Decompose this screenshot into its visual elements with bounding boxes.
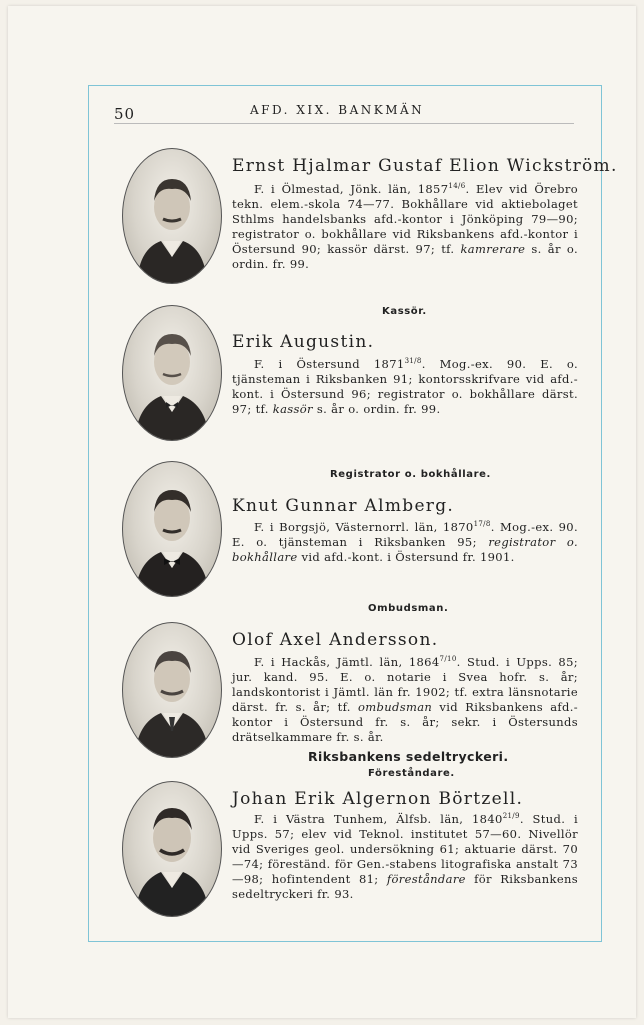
portrait-photo (122, 622, 222, 758)
role-heading: Registrator o. bokhållare. (330, 469, 491, 480)
person-name: Johan Erik Algernon Börtzell. (232, 789, 524, 809)
portrait-photo (122, 305, 222, 441)
person-name: Knut Gunnar Almberg. (232, 496, 455, 516)
page-header (114, 103, 574, 124)
portrait-icon (123, 306, 221, 440)
person-name: Ernst Hjalmar Gustaf Elion Wickström. (232, 156, 618, 176)
person-bio: F. i Ölmestad, Jönk. län, $1857^{14/6}$. Elev vid Örebro tekn. elem.-skola 74—77. Bokhållare vid aktiebolaget Sthlms handelsbanks afd.-kontor i Jönköping 79—90; registrator o. bokhållare vid Riksbankens afd.-kontor i Östersund 90; kassör därst. 97; tf. kamrerare s. år o. ordin. fr. 99. (232, 181, 578, 271)
section-title: Riksbankens sedeltryckeri. (308, 749, 509, 764)
page-number: 50 (114, 105, 136, 123)
portrait-icon (123, 782, 221, 916)
person-bio: F. i Hackås, Jämtl. län, $1864^{7/10}$. Stud. i Upps. 85; jur. kand. 95. E. o. notarie i Svea hofr. s. år; landskontorist i Jämtl. län fr. 1902; tf. extra länsnotarie därst. fr. s. år; tf. ombudsman vid Riksbankens afd.-kontor i Östersund fr. s. år; sekr. i Östersunds drätselkammare fr. s. år. (232, 654, 578, 744)
portrait-photo (122, 148, 222, 284)
running-head: AFD. XIX. BANKMÄN (250, 103, 425, 117)
portrait-icon (123, 149, 221, 283)
person-name: Olof Axel Andersson. (232, 630, 439, 650)
person-bio: F. i Östersund $1871^{31/8}$. Mog.-ex. 90. E. o. tjänsteman i Riksbanken 91; kontorsskrifvare vid afd.-kont. i Östersund 96; registrator o. bokhållare därst. 97; tf. kassör s. år o. ordin. fr. 99. (232, 356, 578, 416)
role-heading: Ombudsman. (368, 603, 449, 614)
person-name: Erik Augustin. (232, 332, 375, 352)
role-heading: Kassör. (382, 306, 427, 317)
portrait-photo (122, 781, 222, 917)
person-bio: F. i Västra Tunhem, Älfsb. län, $1840^{21/9}$. Stud. i Upps. 57; elev vid Teknol. institutet 57—60. Nivellör vid Sveriges geol. undersökning 61; aktuarie därst. 70—74; föreständ. för Gen.-stabens litografiska anstalt 73—98; hofintendent 81; föreståndare för Riksbankens sedeltryckeri fr. 93. (232, 811, 578, 901)
portrait-icon (123, 623, 221, 757)
portrait-photo (122, 461, 222, 597)
role-heading: Föreståndare. (368, 768, 455, 779)
person-bio: F. i Borgsjö, Västernorrl. län, $1870^{17/8}$. Mog.-ex. 90. E. o. tjänsteman i Riksbanken 95; registrator o. bokhållare vid afd.-kont. i Östersund fr. 1901. (232, 519, 578, 564)
portrait-icon (123, 462, 221, 596)
